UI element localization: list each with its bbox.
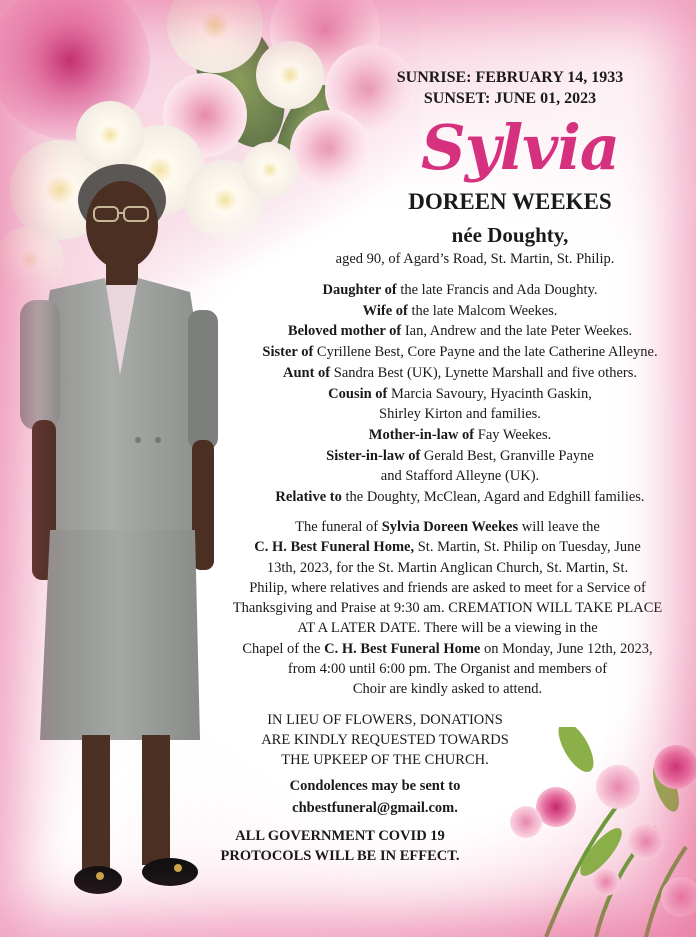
relation-line: Daughter of the late Francis and Ada Doughty. [322,282,598,298]
age-residence: aged 90, of Agard’s Road, St. Martin, St. Philip. [335,251,615,267]
funeral-line: Chapel of the C. H. Best Funeral Home on Monday, June 12th, 2023, [242,640,653,657]
relation-line: Mother-in-law of Fay Weekes. [368,426,552,443]
life-dates [350,67,670,109]
maiden-name: née Doughty, [451,223,569,247]
surname: DOREEN WEEKES [408,189,612,214]
relation-line: Shirley Kirton and families. [379,406,541,423]
relation-line: Sister-in-law of Gerald Best, Granville Payne [326,447,594,464]
relation-line: Cousin of Marcia Savoury, Hyacinth Gaskin, [328,385,592,402]
funeral-line: Philip, where relatives and friends are asked to meet for a Service of [249,579,646,596]
condolences-notice [225,775,525,819]
donations-line: ARE KINDLY REQUESTED TOWARDS [261,732,509,748]
donations-line: IN LIEU OF FLOWERS, DONATIONS [267,712,503,728]
funeral-line: The funeral of Sylvia Doreen Weekes will leave the [295,519,600,535]
condolences-email[interactable]: chbestfuneral@gmail.com. [292,800,458,816]
relation-line: Sister of Cyrillene Best, Core Payne and the late Catherine Alleyne. [262,344,658,361]
covid-line: PROTOCOLS WILL BE IN EFFECT. [220,848,460,864]
funeral-line: Choir are kindly asked to attend. [352,681,543,698]
sunset-date: SUNSET: JUNE 01, 2023 [423,90,597,107]
relation-line: Aunt of Sandra Best (UK), Lynette Marshall and five others. [283,364,637,381]
relation-line: Beloved mother of Ian, Andrew and the late Peter Weekes. [287,323,633,340]
first-name: Sylvia [420,111,620,184]
covid-line: ALL GOVERNMENT COVID 19 [235,828,445,844]
condolences-line: Condolences may be sent to [289,778,461,794]
donations-line: THE UPKEEP OF THE CHURCH. [281,752,489,768]
donations-notice [225,710,545,770]
sunrise-date: SUNRISE: FEBRUARY 14, 1933 [396,69,624,86]
funeral-line: 13th, 2023, for the St. Martin Anglican Church, St. Martin, St. [266,559,629,576]
relations-list [230,280,690,508]
relation-line: Wife of the late Malcom Weekes. [362,302,558,319]
relation-line: and Stafford Alleyne (UK). [380,468,540,485]
covid-notice [190,826,490,866]
portrait-photo [10,160,230,930]
funeral-line: AT A LATER DATE. There will be a viewing in the [297,620,598,637]
relation-line: Relative to the Doughty, McClean, Agard and Edghill families. [275,489,645,506]
funeral-line: C. H. Best Funeral Home, St. Martin, St. Philip on Tuesday, June [254,539,641,556]
funeral-details [205,517,690,700]
funeral-line: from 4:00 until 6:00 pm. The Organist and members of [287,661,608,678]
funeral-line: Thanksgiving and Praise at 9:30 am. CREMATION WILL TAKE PLACE [232,600,663,617]
